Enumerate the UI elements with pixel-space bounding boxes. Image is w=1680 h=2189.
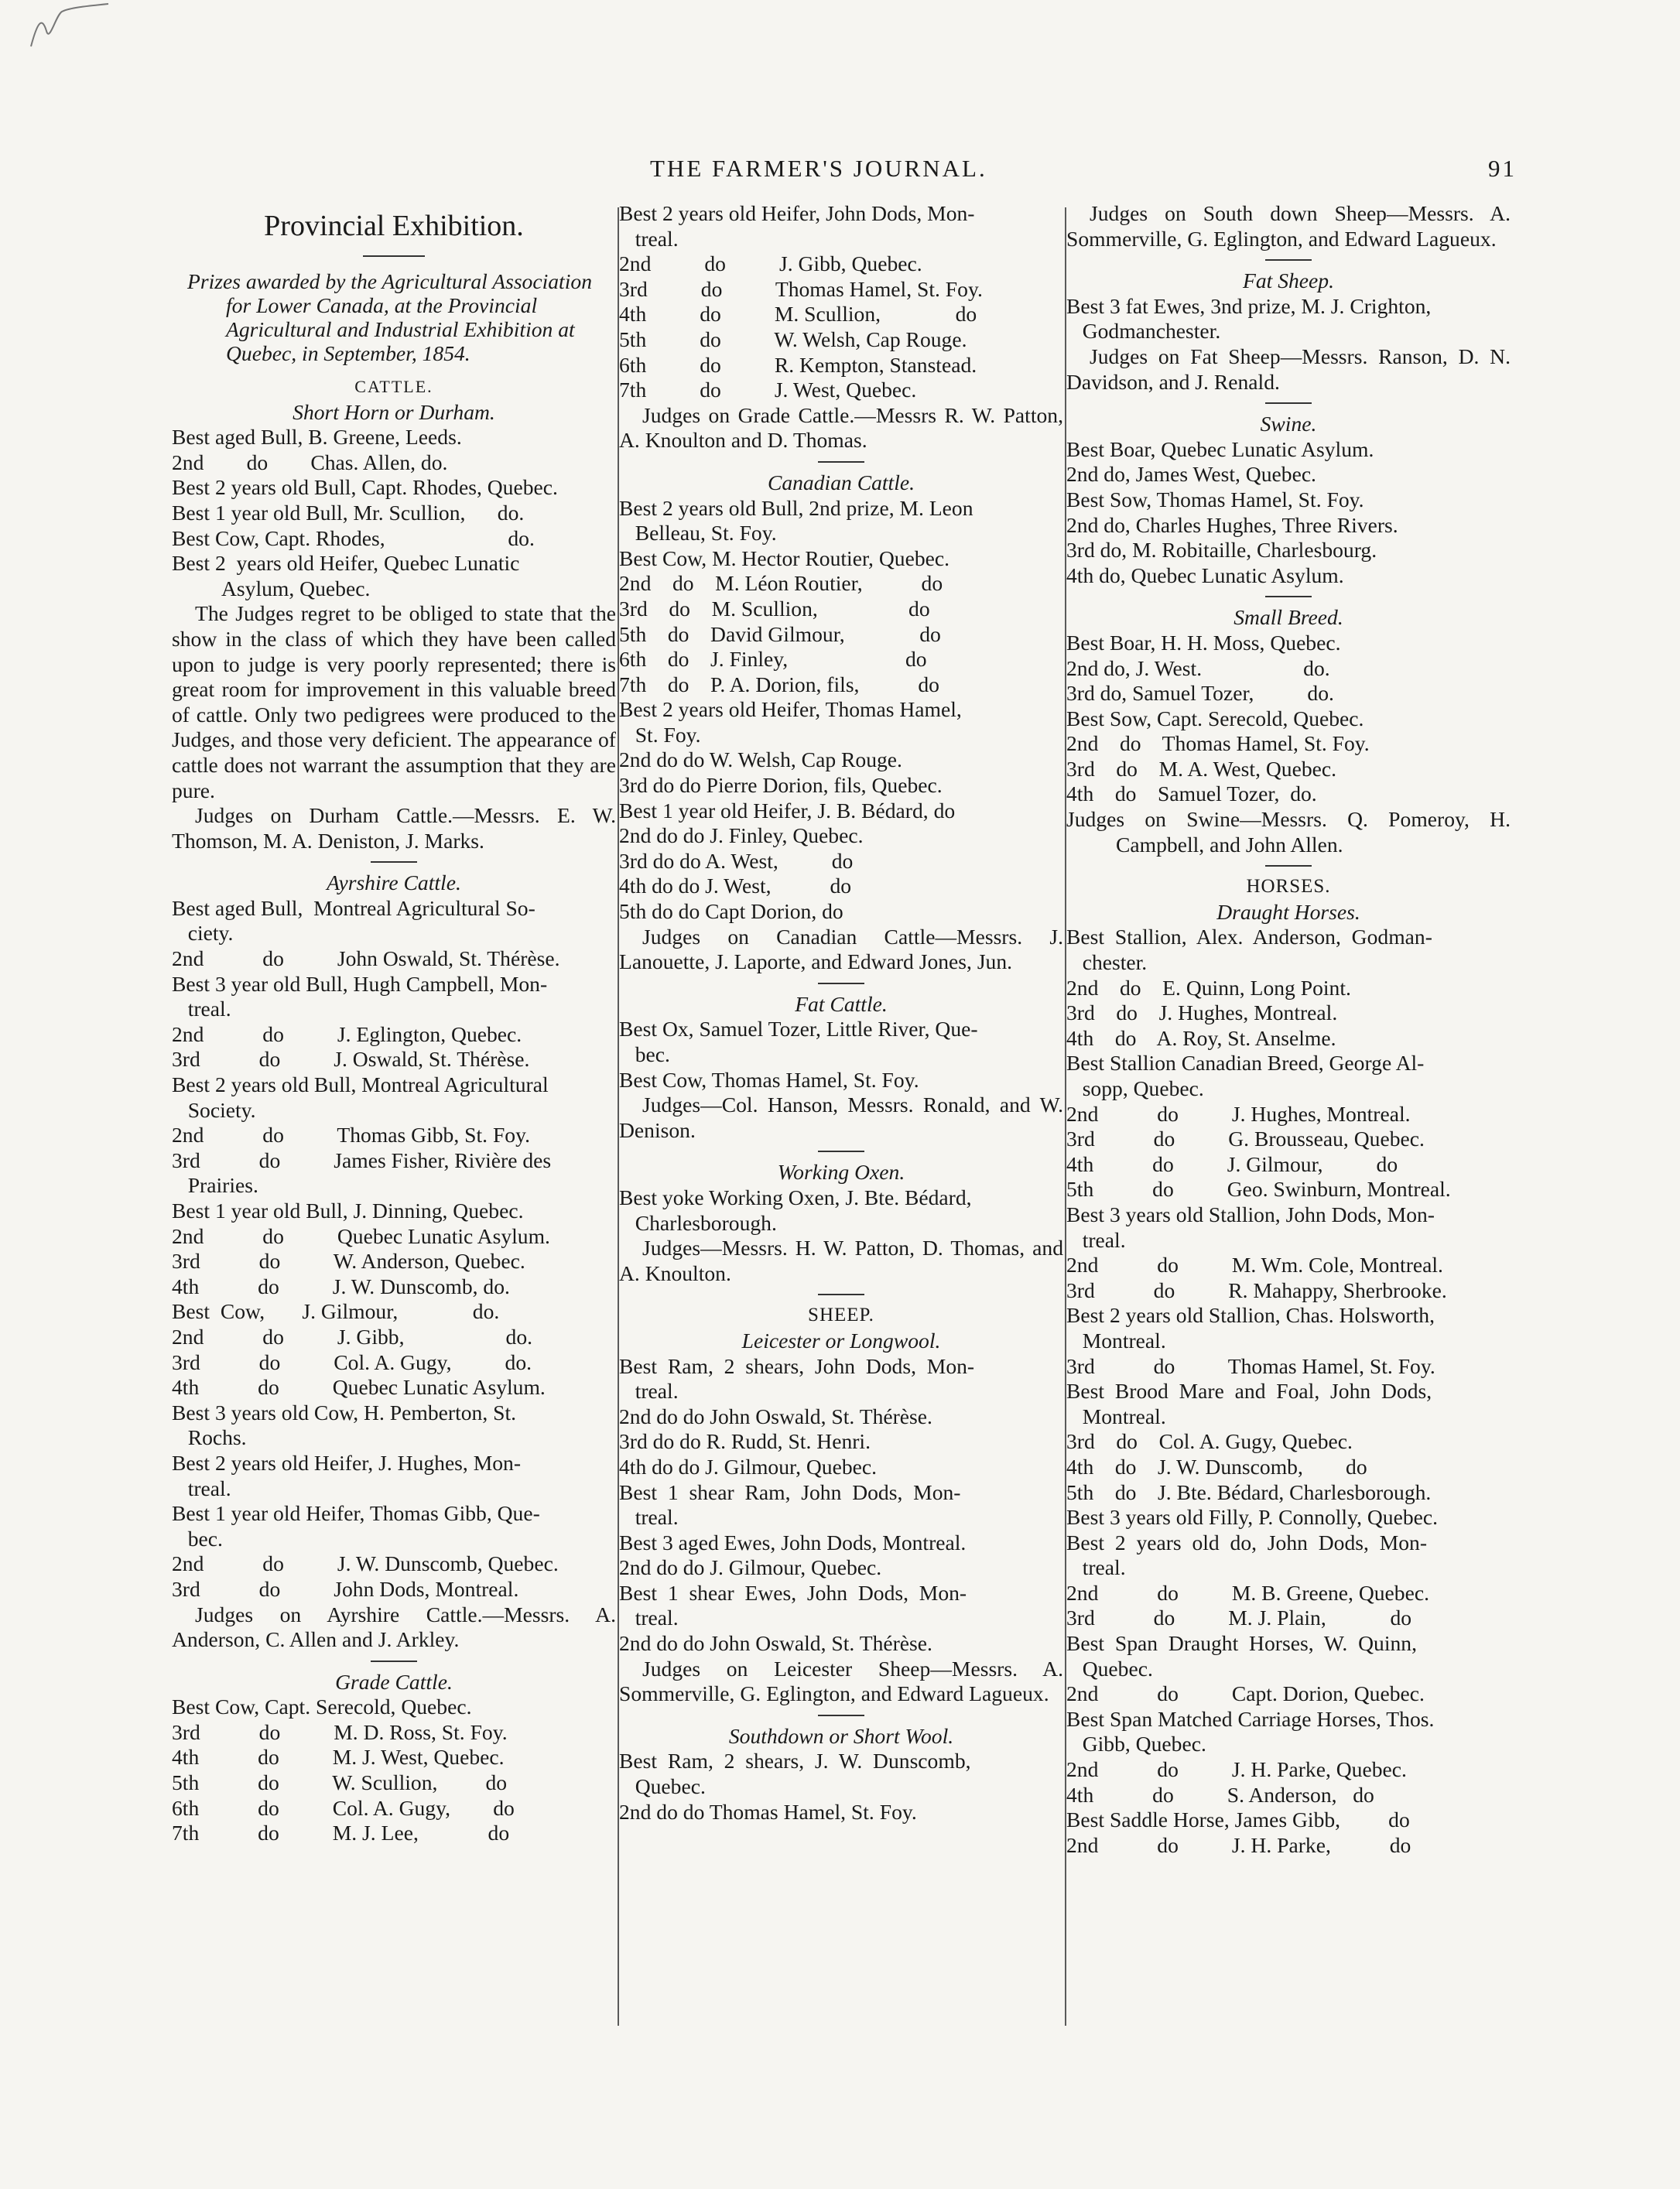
subheading-draught: Draught Horses. bbox=[1216, 899, 1360, 924]
list-item: 7th do M. J. Lee, do bbox=[172, 1821, 510, 1845]
list-item: Best 2 years old Heifer, John Dods, Mon- bbox=[619, 201, 975, 225]
list-ayrshire bbox=[172, 896, 616, 1602]
judges-note: The Judges regret to be obliged to state that the show in the class of which they have been called upon to judge is very poorly represented; there is great room for improvement in this valuable breed of cattle. Only two pedigrees were produced to the Judges, and those very deficient. The appearance of cattle does not warrant the assumption that they are pure. bbox=[172, 601, 616, 802]
subheading-grade: Grade Cattle. bbox=[335, 1669, 453, 1694]
list-item: Best 1 year old Bull, Mr. Scullion, do. bbox=[172, 500, 525, 525]
list-draught bbox=[1066, 925, 1511, 1858]
list-item: Best 3 years old Stallion, John Dods, Mon- bbox=[1066, 1202, 1435, 1226]
list-item: Quebec. bbox=[1066, 1656, 1153, 1681]
list-item: Best Span Matched Carriage Horses, Thos. bbox=[1066, 1706, 1435, 1731]
list-item: Best yoke Working Oxen, J. Bte. Bédard, bbox=[619, 1185, 972, 1209]
list-item: Best 2 years old Bull, Montreal Agricultural bbox=[172, 1072, 549, 1097]
judges-fat-sheep: Judges on Fat Sheep—Messrs. Ranson, D. N. Davidson, and J. Renald. bbox=[1066, 344, 1511, 394]
judges-oxen: Judges—Messrs. H. W. Patton, D. Thomas, and A. Knoulton. bbox=[619, 1236, 1063, 1285]
divider bbox=[371, 1661, 417, 1662]
list-item: St. Foy. bbox=[619, 722, 701, 747]
list-item: Montreal. bbox=[1066, 1404, 1166, 1428]
judges-grade: Judges on Grade Cattle.—Messrs R. W. Patton, A. Knoulton and D. Thomas. bbox=[619, 402, 1063, 453]
divider bbox=[818, 1715, 864, 1716]
list-item: 2nd do Quebec Lunatic Asylum. bbox=[172, 1223, 550, 1248]
list-item: Best 2 years old Heifer, J. Hughes, Mon- bbox=[172, 1450, 522, 1475]
list-item: Best Ox, Samuel Tozer, Little River, Que- bbox=[619, 1017, 978, 1041]
list-item: 2nd do M. Léon Routier, do bbox=[619, 571, 943, 596]
list-item: bec. bbox=[619, 1042, 670, 1066]
list-item: Best 1 year old Heifer, Thomas Gibb, Que- bbox=[172, 1501, 540, 1526]
list-item: 3rd do M. Scullion, do bbox=[619, 596, 930, 621]
list-item: Best Span Draught Horses, W. Quinn, bbox=[1066, 1631, 1417, 1656]
list-item: 2nd do do John Oswald, St. Thérèse. bbox=[619, 1631, 932, 1656]
list-item: 4th do J. W. Dunscomb, do bbox=[1066, 1454, 1367, 1479]
list-item: treal. bbox=[172, 997, 231, 1021]
divider bbox=[818, 1294, 864, 1295]
list-item: Best Stallion, Alex. Anderson, Godman- bbox=[1066, 925, 1432, 949]
list-item: 3rd do Col. A. Gugy, do. bbox=[172, 1349, 532, 1374]
list-item: 2nd do J. H. Parke, do bbox=[1066, 1832, 1411, 1857]
list-grade-cont bbox=[619, 201, 1063, 403]
list-item: 4th do M. Scullion, do bbox=[619, 302, 977, 327]
list-item: 2nd do Capt. Dorion, Quebec. bbox=[1066, 1681, 1425, 1706]
list-item: Best 3 years old Cow, H. Pemberton, St. bbox=[172, 1400, 517, 1425]
list-item: Best 2 years old Bull, 2nd prize, M. Leon bbox=[619, 495, 973, 520]
list-item: Belleau, St. Foy. bbox=[619, 521, 777, 546]
list-item: Best 3 years old Filly, P. Connolly, Quebec. bbox=[1066, 1505, 1439, 1530]
list-leicester bbox=[619, 1354, 1063, 1657]
list-item: Society. bbox=[172, 1097, 256, 1122]
subheading-canadian: Canadian Cattle. bbox=[767, 470, 915, 494]
list-item: Montreal. bbox=[1066, 1328, 1166, 1353]
list-item: 7th do P. A. Dorion, fils, do bbox=[619, 672, 939, 696]
list-item: 7th do J. West, Quebec. bbox=[619, 378, 917, 402]
section-heading-cattle: CATTLE. bbox=[354, 377, 433, 396]
list-item: Best 3 aged Ewes, John Dods, Montreal. bbox=[619, 1530, 967, 1555]
list-item: 4th do S. Anderson, do bbox=[1066, 1782, 1374, 1807]
list-item: 5th do J. Bte. Bédard, Charlesborough. bbox=[1066, 1479, 1432, 1504]
list-item: 4th do Samuel Tozer, do. bbox=[1066, 782, 1317, 806]
list-item: 5th do W. Welsh, Cap Rouge. bbox=[619, 327, 967, 351]
list-item: Best Cow, Thomas Hamel, St. Foy. bbox=[619, 1067, 919, 1092]
list-item: 3rd do J. Hughes, Montreal. bbox=[1066, 1000, 1338, 1025]
judges-leicester: Judges on Leicester Sheep—Messrs. A. Sommerville, G. Eglington, and Edward Lagueux. bbox=[619, 1656, 1063, 1706]
list-item: 6th do J. Finley, do bbox=[619, 647, 927, 672]
divider bbox=[1265, 259, 1312, 261]
list-item: sopp, Quebec. bbox=[1066, 1076, 1204, 1100]
list-item: 4th do J. W. Dunscomb, do. bbox=[172, 1274, 510, 1298]
list-item: treal. bbox=[1066, 1227, 1126, 1252]
divider bbox=[818, 461, 864, 463]
list-item: Best aged Bull, B. Greene, Leeds. bbox=[172, 425, 462, 450]
list-item: Best 2 years old Heifer, Quebec Lunatic bbox=[172, 551, 520, 576]
pencil-mark bbox=[23, 0, 116, 54]
list-item: 2nd do J. H. Parke, Quebec. bbox=[1066, 1757, 1407, 1782]
list-item: 2nd do do J. Finley, Quebec. bbox=[619, 823, 864, 848]
list-item: Best 1 year old Heifer, J. B. Bédard, do bbox=[619, 798, 956, 823]
section-heading-sheep: SHEEP. bbox=[808, 1305, 874, 1326]
list-item: 3rd do Thomas Hamel, St. Foy. bbox=[619, 276, 983, 301]
list-item: 4th do M. J. West, Quebec. bbox=[172, 1745, 505, 1770]
page-header bbox=[155, 150, 1517, 186]
judges-fat-cattle: Judges—Col. Hanson, Messrs. Ronald, and W. Denison. bbox=[619, 1093, 1063, 1142]
judges-durham: Judges on Durham Cattle.—Messrs. E. W. Thomson, M. A. Deniston, J. Marks. bbox=[172, 803, 616, 853]
subheading-leicester: Leicester or Longwool. bbox=[741, 1328, 941, 1353]
column-3 bbox=[1066, 201, 1511, 1858]
article-title: Provincial Exhibition. bbox=[264, 210, 524, 242]
list-item: Best Saddle Horse, James Gibb, do bbox=[1066, 1808, 1410, 1832]
list-item: 5th do W. Scullion, do bbox=[172, 1770, 508, 1795]
list-item: 5th do David Gilmour, do bbox=[619, 621, 941, 646]
list-item: 2nd do do John Oswald, St. Thérèse. bbox=[619, 1404, 932, 1428]
list-item: 3rd do G. Brousseau, Quebec. bbox=[1066, 1127, 1425, 1151]
list-item: Best Brood Mare and Foal, John Dods, bbox=[1066, 1379, 1432, 1404]
list-canadian bbox=[619, 496, 1063, 925]
list-item: Gibb, Quebec. bbox=[1066, 1732, 1206, 1756]
intro-text: Prizes awarded by the Agricultural Association for Lower Canada, at the Provincial Agricultural and Industrial Exhibition at Quebec, in September, 1854. bbox=[187, 269, 592, 365]
list-item: 3rd do W. Anderson, Quebec. bbox=[172, 1249, 525, 1274]
subheading-shorthorn: Short Horn or Durham. bbox=[293, 399, 495, 424]
list-item: 2nd do, Charles Hughes, Three Rivers. bbox=[1066, 512, 1398, 537]
list-item: 2nd do do W. Welsh, Cap Rouge. bbox=[619, 747, 902, 772]
list-item: 2nd do, J. West. do. bbox=[1066, 655, 1330, 680]
list-item: 4th do A. Roy, St. Anselme. bbox=[1066, 1025, 1336, 1050]
divider bbox=[1265, 596, 1312, 597]
list-item: 4th do do J. West, do bbox=[619, 874, 852, 898]
list-item: 3rd do M. D. Ross, St. Foy. bbox=[172, 1719, 508, 1744]
list-item: 6th do R. Kempton, Stanstead. bbox=[619, 352, 977, 377]
subheading-small-breed: Small Breed. bbox=[1233, 605, 1343, 630]
list-item: treal. bbox=[619, 1505, 679, 1530]
list-item: Best aged Bull, Montreal Agricultural So- bbox=[172, 895, 535, 920]
list-item: 3rd do do R. Rudd, St. Henri. bbox=[619, 1429, 871, 1454]
list-item: 3rd do James Fisher, Rivière des bbox=[172, 1148, 552, 1172]
list-item: 4th do do J. Gilmour, Quebec. bbox=[619, 1454, 878, 1479]
list-item: 3rd do, Samuel Tozer, do. bbox=[1066, 681, 1334, 706]
section-heading-horses: HORSES. bbox=[1246, 876, 1331, 898]
list-item: ciety. bbox=[172, 921, 234, 946]
list-item: 2nd do J. Gibb, do. bbox=[172, 1324, 533, 1349]
list-item: 3rd do M. J. Plain, do bbox=[1066, 1606, 1412, 1630]
subheading-fat-cattle: Fat Cattle. bbox=[795, 991, 888, 1016]
divider bbox=[1265, 402, 1312, 404]
list-item: Rochs. bbox=[172, 1425, 247, 1450]
list-item: 4th do, Quebec Lunatic Asylum. bbox=[1066, 563, 1344, 587]
list-item: Charlesborough. bbox=[619, 1210, 777, 1235]
list-item: 5th do do Capt Dorion, do bbox=[619, 899, 843, 924]
divider bbox=[363, 255, 425, 257]
list-item: 2nd do do Thomas Hamel, St. Foy. bbox=[619, 1799, 917, 1824]
list-item: 2nd do J. Hughes, Montreal. bbox=[1066, 1101, 1411, 1126]
list-item: chester. bbox=[1066, 950, 1148, 975]
list-item: 3rd do M. A. West, Quebec. bbox=[1066, 756, 1337, 781]
list-southdown bbox=[619, 1749, 1063, 1825]
list-item: 2nd do Thomas Hamel, St. Foy. bbox=[1066, 731, 1370, 756]
list-item: 2nd do, James West, Quebec. bbox=[1066, 462, 1316, 487]
list-item: 3rd do R. Mahappy, Sherbrooke. bbox=[1066, 1277, 1447, 1302]
list-item: 2nd do Thomas Gibb, St. Foy. bbox=[172, 1123, 530, 1148]
list-item: Best Ram, 2 shears, J. W. Dunscomb, bbox=[619, 1749, 971, 1773]
list-item: Best 2 years old Bull, Capt. Rhodes, Quebec. bbox=[172, 475, 558, 500]
divider bbox=[1265, 865, 1312, 867]
subheading-swine: Swine. bbox=[1260, 412, 1317, 436]
list-item: treal. bbox=[172, 1476, 231, 1500]
list-item: 3rd do Thomas Hamel, St. Foy. bbox=[1066, 1353, 1435, 1378]
list-item: 5th do Geo. Swinburn, Montreal. bbox=[1066, 1177, 1451, 1202]
running-title: THE FARMER'S JOURNAL. bbox=[650, 155, 987, 182]
list-item: 2nd do J. Gibb, Quebec. bbox=[619, 251, 922, 276]
list-item: 2nd do do J. Gilmour, Quebec. bbox=[619, 1555, 882, 1580]
list-item: 3rd do, M. Robitaille, Charlesbourg. bbox=[1066, 538, 1377, 563]
list-shorthorn bbox=[172, 425, 616, 576]
list-item: Best 2 years old Stallion, Chas. Holsworth, bbox=[1066, 1303, 1435, 1328]
list-small-breed bbox=[1066, 631, 1511, 807]
divider bbox=[371, 861, 417, 863]
subheading-fat-sheep: Fat Sheep. bbox=[1242, 268, 1334, 293]
list-item: Best 2 years old do, John Dods, Mon- bbox=[1066, 1530, 1428, 1555]
column-1 bbox=[172, 201, 616, 1846]
judges-swine: Judges on Swine—Messrs. Q. Pomeroy, H. Campbell, and John Allen. bbox=[1066, 807, 1511, 857]
list-item: Best Ram, 2 shears, John Dods, Mon- bbox=[619, 1353, 975, 1378]
list-item: Best 1 shear Ram, John Dods, Mon- bbox=[619, 1479, 961, 1504]
list-oxen bbox=[619, 1185, 1063, 1236]
list-item: 3rd do J. Oswald, St. Thérèse. bbox=[172, 1047, 530, 1072]
list-item: Godmanchester. bbox=[1066, 319, 1221, 344]
list-item: 2nd do M. Wm. Cole, Montreal. bbox=[1066, 1253, 1443, 1277]
divider bbox=[818, 983, 864, 984]
list-item: treal. bbox=[619, 226, 679, 251]
list-item: Best Stallion Canadian Breed, George Al- bbox=[1066, 1051, 1425, 1076]
list-item: Best Boar, H. H. Moss, Quebec. bbox=[1066, 630, 1341, 655]
list-item: Best Sow, Thomas Hamel, St. Foy. bbox=[1066, 487, 1364, 511]
list-fat-sheep bbox=[1066, 294, 1511, 344]
list-item: treal. bbox=[1066, 1555, 1126, 1580]
subheading-oxen: Working Oxen. bbox=[777, 1160, 905, 1185]
column-2 bbox=[619, 201, 1063, 1825]
judges-ayrshire: Judges on Ayrshire Cattle.—Messrs. A. Anderson, C. Allen and J. Arkley. bbox=[172, 1602, 616, 1652]
list-item: Best Cow, Capt. Serecold, Quebec. bbox=[172, 1695, 472, 1719]
list-item: Best Cow, M. Hector Routier, Quebec. bbox=[619, 546, 950, 570]
list-item: bec. bbox=[172, 1526, 223, 1551]
list-swine bbox=[1066, 437, 1511, 589]
page-number: 91 bbox=[1488, 155, 1517, 182]
divider bbox=[818, 1151, 864, 1152]
list-item: Best 3 fat Ewes, 3nd prize, M. J. Crighton, bbox=[1066, 293, 1432, 318]
judges-southdown: Judges on South down Sheep—Messrs. A. Sommerville, G. Eglington, and Edward Lagueux. bbox=[1066, 201, 1511, 251]
list-item: 2nd do J. Eglington, Quebec. bbox=[172, 1021, 522, 1046]
list-item: treal. bbox=[619, 1379, 679, 1404]
subheading-ayrshire: Ayrshire Cattle. bbox=[327, 870, 461, 895]
list-item: Best Cow, Capt. Rhodes, do. bbox=[172, 525, 535, 550]
list-item: Best 3 year old Bull, Hugh Campbell, Mon- bbox=[172, 971, 548, 996]
list-item: 3rd do Col. A. Gugy, Quebec. bbox=[1066, 1429, 1353, 1454]
list-item: Best Sow, Capt. Serecold, Quebec. bbox=[1066, 706, 1364, 730]
list-grade bbox=[172, 1695, 616, 1846]
list-item: 3rd do do A. West, do bbox=[619, 848, 854, 873]
list-item: Best Boar, Quebec Lunatic Asylum. bbox=[1066, 436, 1374, 461]
list-item: 2nd do Chas. Allen, do. bbox=[172, 450, 448, 474]
list-item: Asylum, Quebec. bbox=[221, 576, 371, 600]
list-fat-cattle bbox=[619, 1017, 1063, 1093]
subheading-southdown: Southdown or Short Wool. bbox=[728, 1723, 954, 1748]
list-item: treal. bbox=[619, 1606, 679, 1630]
list-item: 2nd do M. B. Greene, Quebec. bbox=[1066, 1580, 1429, 1605]
judges-canadian: Judges on Canadian Cattle—Messrs. J. Lanouette, J. Laporte, and Edward Jones, Jun. bbox=[619, 924, 1063, 974]
list-item: 4th do Quebec Lunatic Asylum. bbox=[172, 1375, 546, 1400]
list-item: Quebec. bbox=[619, 1774, 706, 1799]
list-item: Best Cow, J. Gilmour, do. bbox=[172, 1299, 500, 1324]
list-item: 2nd do John Oswald, St. Thérèse. bbox=[172, 946, 560, 971]
list-item: 2nd do E. Quinn, Long Point. bbox=[1066, 975, 1351, 1000]
list-item: 2nd do J. W. Dunscomb, Quebec. bbox=[172, 1551, 559, 1576]
list-item: Best 1 year old Bull, J. Dinning, Quebec. bbox=[172, 1199, 524, 1223]
list-item: Prairies. bbox=[172, 1173, 258, 1198]
list-item: 3rd do John Dods, Montreal. bbox=[172, 1576, 519, 1601]
list-item: 4th do J. Gilmour, do bbox=[1066, 1151, 1398, 1176]
list-item: 3rd do do Pierre Dorion, fils, Quebec. bbox=[619, 773, 943, 798]
list-item: Best 1 shear Ewes, John Dods, Mon- bbox=[619, 1580, 967, 1605]
list-item: 6th do Col. A. Gugy, do bbox=[172, 1795, 515, 1820]
list-item: Best 2 years old Heifer, Thomas Hamel, bbox=[619, 697, 962, 722]
